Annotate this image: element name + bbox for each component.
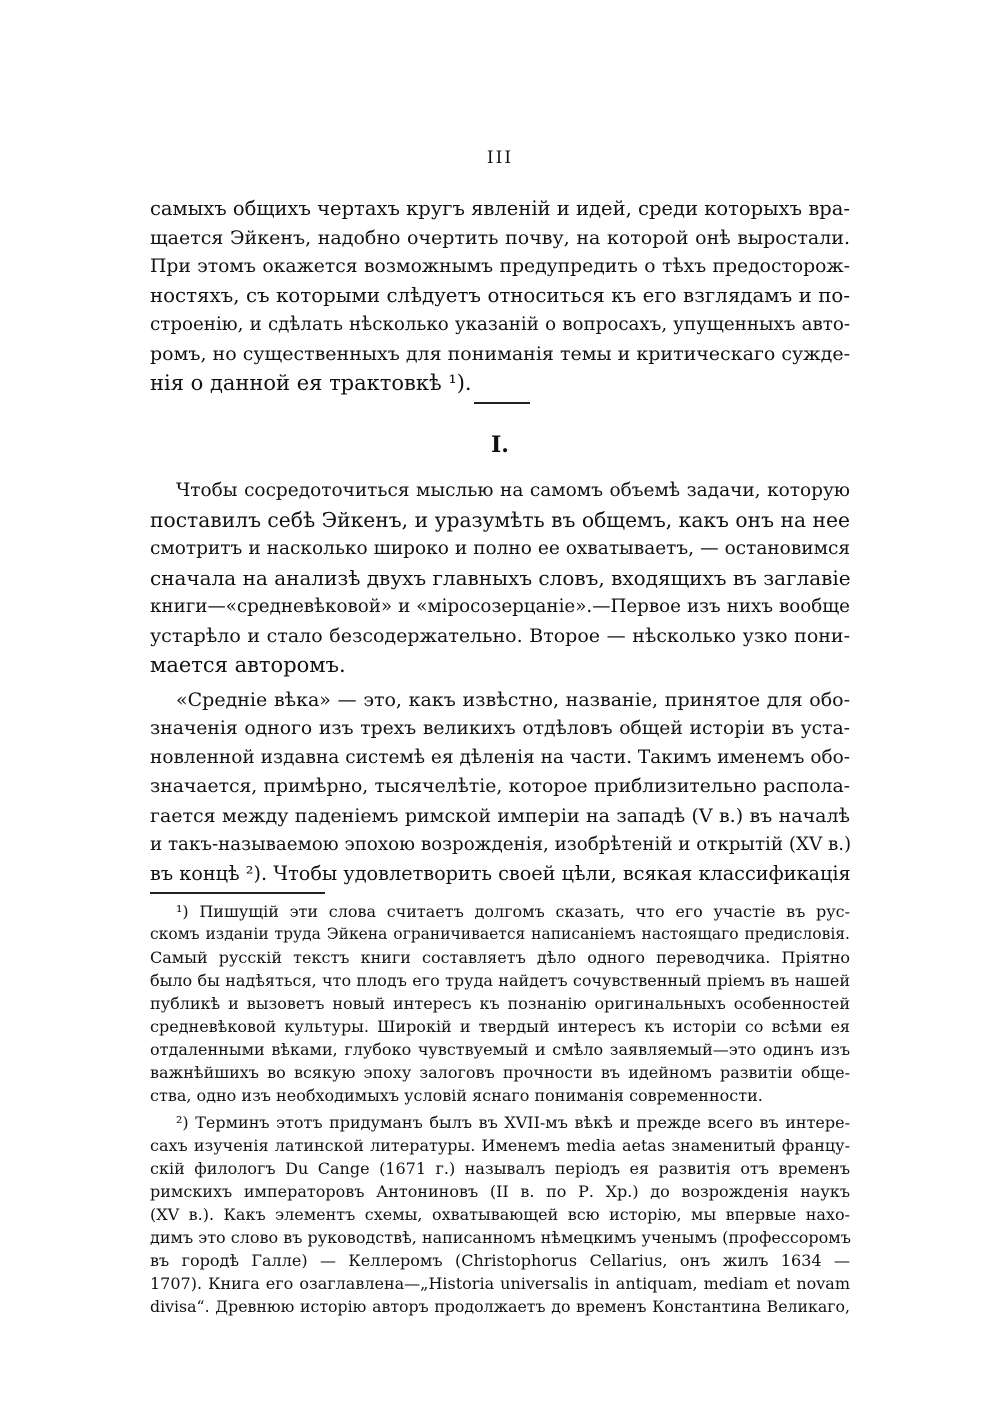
intro-line: При этомъ окажется возможнымъ предупредить о тѣхъ предосторож- xyxy=(150,256,850,277)
footnote-line: важнѣйшихъ во всякую эпоху залоговъ прочности въ идейномъ развитіи обще- xyxy=(150,1063,850,1082)
footnote-line: ²) Терминъ этотъ придуманъ былъ въ XVII-мъ вѣкѣ и прежде всего въ интере- xyxy=(176,1113,850,1132)
body-line: гается между паденіемъ римской имперіи на западѣ (V в.) въ началѣ xyxy=(150,805,850,827)
body-line: смотритъ и насколько широко и полно ее охватываетъ, — остановимся xyxy=(150,538,850,559)
footnote-line: ¹) Пишущій эти слова считаетъ долгомъ сказать, что его участіе въ рус- xyxy=(176,902,850,921)
section-number: I. xyxy=(491,432,509,458)
footnote-line: было бы надѣяться, что плодъ его труда найдетъ сочувственный пріемъ въ нашей xyxy=(150,971,850,990)
footnote-line: (XV в.). Какъ элементъ схемы, охватывающей всю исторію, мы впервые нахо- xyxy=(150,1205,850,1224)
footnote-line: димъ это слово въ руководствѣ, написанномъ нѣмецкимъ ученымъ (профессоромъ xyxy=(150,1228,851,1247)
footnote-line: отдаленными вѣками, глубоко чувствуемый и смѣло заявляемый—это одинъ изъ xyxy=(150,1040,850,1059)
footnote-line: публикѣ и вызоветъ новый интересъ къ познанію оригинальныхъ особенностей xyxy=(150,994,850,1013)
intro-line: ромъ, но существенныхъ для пониманія темы и критическаго сужде- xyxy=(150,343,850,365)
footnote-line: 1707). Книга его озаглавлена—„Historia universalis in antiquam, mediam et novam xyxy=(150,1274,850,1293)
footnote-line: въ городѣ Галле) — Келлеромъ (Christophorus Cellarius, онъ жилъ 1634 — xyxy=(150,1251,850,1270)
footnote-line: скій филологъ Du Cange (1671 г.) называлъ періодъ ея развитія отъ временъ xyxy=(150,1159,850,1178)
footnote-line: ства, одно изъ необходимыхъ условій яснаго пониманія современности. xyxy=(150,1086,763,1105)
footnote-line: divisa“. Древнюю исторію авторъ продолжаетъ до временъ Константина Великаго, xyxy=(150,1297,850,1316)
body-line: «Средніе вѣка» — это, какъ извѣстно, названіе, принятое для обо- xyxy=(176,689,850,711)
body-line: Чтобы сосредоточиться мыслью на самомъ объемѣ задачи, которую xyxy=(176,480,850,501)
page-number: III xyxy=(486,148,514,168)
body-line: устарѣло и стало безсодержательно. Второе — нѣсколько узко пони- xyxy=(150,625,850,647)
body-line: въ концѣ ²). Чтобы удовлетворить своей цѣли, всякая классификація xyxy=(150,862,851,885)
intro-line: ностяхъ, съ которыми слѣдуетъ относиться къ его взглядамъ и по- xyxy=(150,284,850,307)
body-line: мается авторомъ. xyxy=(150,653,346,677)
footnote-line: средневѣковой культуры. Широкій и твердый интересъ къ исторіи со всѣми ея xyxy=(150,1017,850,1036)
body-line: новленной издавна системѣ ея дѣленія на части. Такимъ именемъ обо- xyxy=(150,747,850,768)
footnote-line: сахъ изученія латинской литературы. Именемъ media aetas знаменитый францу- xyxy=(150,1136,850,1155)
body-line: значается, примѣрно, тысячелѣтіе, которое приблизительно распола- xyxy=(150,776,850,797)
body-line: значенія одного изъ трехъ великихъ отдѣловъ общей исторіи въ уста- xyxy=(150,718,850,739)
section-divider xyxy=(474,402,530,404)
intro-line: нія о данной ея трактовкѣ ¹). xyxy=(150,371,472,395)
footnote-line: Самый русскій текстъ книги составляетъ дѣло одного переводчика. Пріятно xyxy=(150,948,850,967)
footnote-line: скомъ изданіи труда Эйкена ограничивается написаніемъ настоящаго предисловія. xyxy=(150,925,850,943)
footnote-line: римскихъ императоровъ Антониновъ (II в. по Р. Хр.) до возрожденія наукъ xyxy=(150,1182,850,1201)
body-line: книги—«средневѣковой» и «міросозерцаніе».—Первое изъ нихъ вообще xyxy=(150,596,850,617)
intro-line: самыхъ общихъ чертахъ кругъ явленій и идей, среди которыхъ вра- xyxy=(150,197,850,220)
intro-line: щается Эйкенъ, надобно очертить почву, на которой онѣ выростали. xyxy=(150,227,850,249)
body-line: сначала на анализѣ двухъ главныхъ словъ, входящихъ въ заглавіе xyxy=(150,566,851,590)
body-line: и такъ-называемою эпохою возрожденія, изобрѣтеній и открытій (XV в.) xyxy=(150,834,852,855)
intro-line: строенію, и сдѣлать нѣсколько указаній о вопросахъ, упущенныхъ авто- xyxy=(150,314,850,335)
body-line: поставилъ себѣ Эйкенъ, и уразумѣть въ общемъ, какъ онъ на нее xyxy=(150,508,850,532)
footnote-rule xyxy=(150,892,325,894)
